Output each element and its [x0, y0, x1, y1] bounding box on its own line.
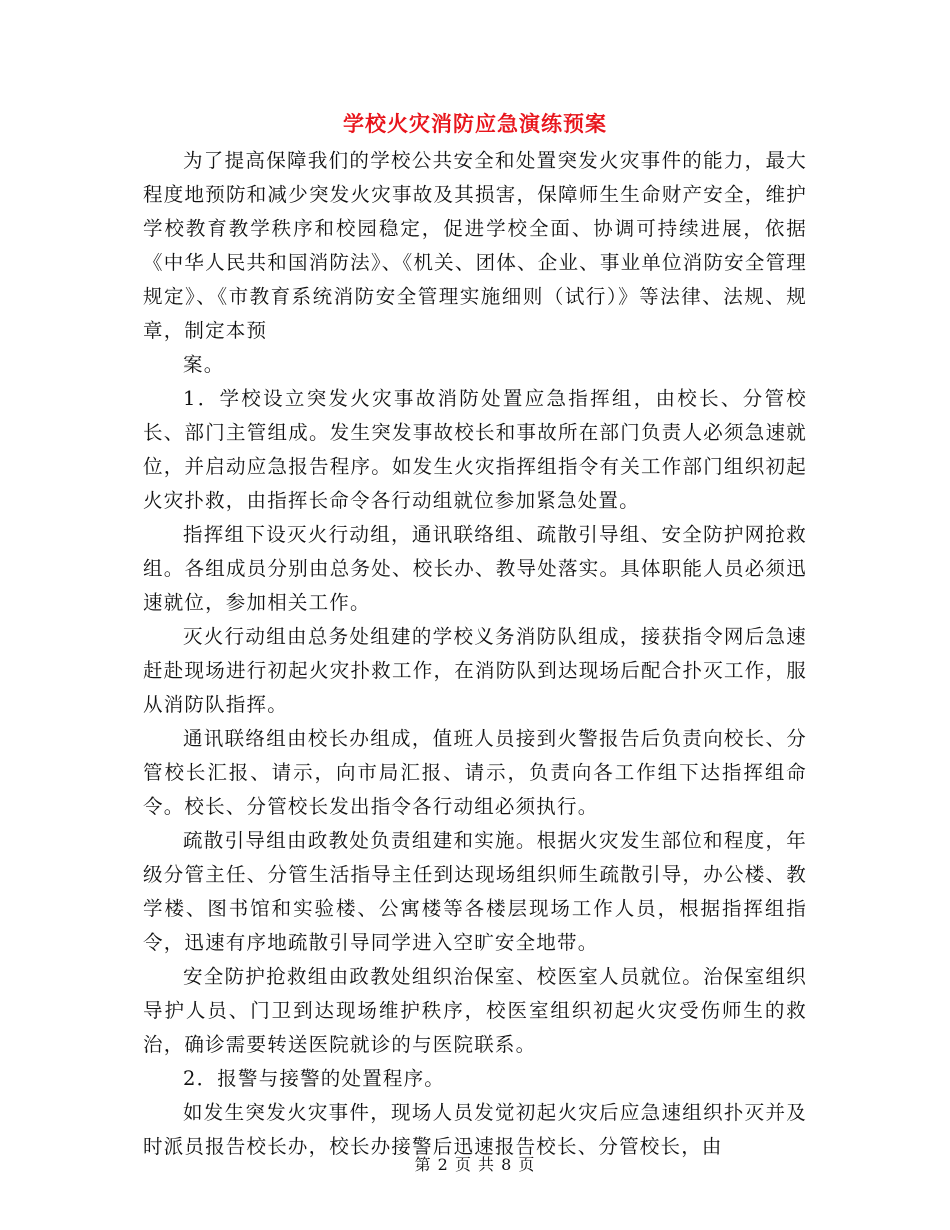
paragraph-evacuation-group: 疏散引导组由政教处负责组建和实施。根据火灾发生部位和程度，年级分管主任、分管生活指导主任到达现场组织师生疏散引导，办公楼、教学楼、图书馆和实验楼、公寓楼等各楼层现场工作人员，根据指挥组指令，迅速有序地疏散引导同学进入空旷安全地带。	[143, 829, 807, 954]
paragraph-alarm-heading: 2．报警与接警的处置程序。	[183, 1067, 446, 1090]
paragraph-alarm-procedure: 如发生突发火灾事件，现场人员发觉初起火灾后应急速组织扑灭并及时派员报告校长办，校长办接警后迅速报告校长、分管校长，由	[143, 1101, 807, 1158]
document-body	[143, 144, 807, 1164]
page-number-footer: 第 2 页 共 8 页	[414, 1155, 536, 1174]
paragraph-firefighting-group: 灭火行动组由总务处组建的学校义务消防队组成，接获指令网后急速赶赴现场进行初起火灾扑救工作，在消防队到达现场后配合扑灭工作，服从消防队指挥。	[143, 625, 807, 716]
paragraph-intro-end: 案。	[183, 353, 225, 376]
paragraph-protection-group: 安全防护抢救组由政教处组织治保室、校医室人员就位。治保室组织导护人员、门卫到达现场维护秩序，校医室组织初起火灾受伤师生的救治，确诊需要转送医院就诊的与医院联系。	[143, 965, 807, 1056]
paragraph-action-groups: 指挥组下设灭火行动组，通讯联络组、疏散引导组、安全防护网抢救组。各组成员分别由总务处、校长办、教导处落实。具体职能人员必须迅速就位，参加相关工作。	[143, 523, 807, 614]
document-title: 学校火灾消防应急演练预案	[343, 111, 607, 136]
paragraph-command-group: 1．学校设立突发火灾事故消防处置应急指挥组，由校长、分管校长、部门主管组成。发生突发事故校长和事故所在部门负责人必须急速就位，并启动应急报告程序。如发生火灾指挥组指令有关工作部门组织初起火灾扑救，由指挥长命令各行动组就位参加紧急处置。	[143, 387, 807, 512]
paragraph-communication-group: 通讯联络组由校长办组成，值班人员接到火警报告后负责向校长、分管校长汇报、请示，向市局汇报、请示，负责向各工作组下达指挥组命令。校长、分管校长发出指令各行动组必须执行。	[143, 727, 807, 818]
paragraph-intro: 为了提高保障我们的学校公共安全和处置突发火灾事件的能力，最大程度地预防和减少突发火灾事故及其损害，保障师生生命财产安全，维护学校教育教学秩序和校园稳定，促进学校全面、协调可持续进展，依据《中华人民共和国消防法》、《机关、团体、企业、事业单位消防安全管理规定》、《市教育系统消防安全管理实施细则（试行）》等法律、法规、规章，制定本预	[143, 149, 807, 342]
